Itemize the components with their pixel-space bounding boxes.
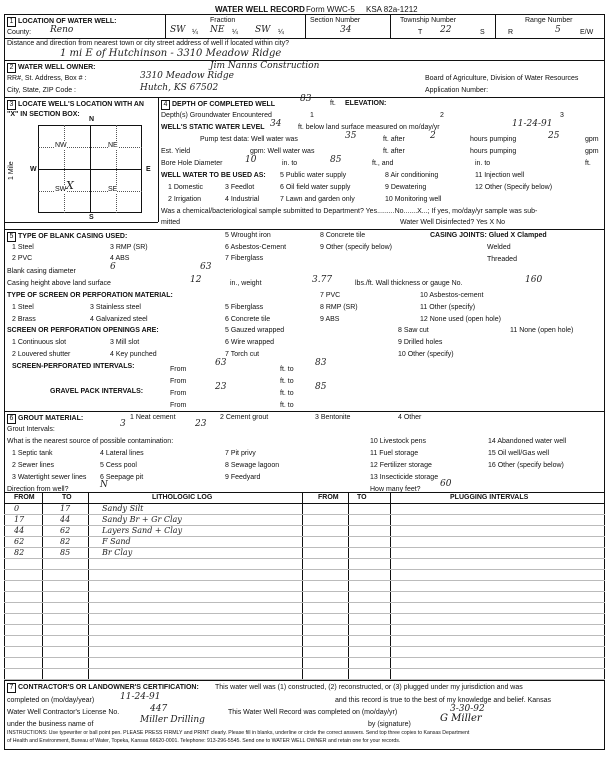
in-to-text: in. to xyxy=(475,160,491,167)
section-number: 4 xyxy=(161,100,170,110)
from-label: From xyxy=(170,378,187,385)
depth-value[interactable]: 83 xyxy=(300,94,312,104)
diameter-value[interactable]: 6 xyxy=(110,262,116,272)
gpi-from[interactable]: 23 xyxy=(215,382,227,392)
section-number: 1 xyxy=(7,17,16,27)
fraction-c[interactable]: SW xyxy=(255,25,271,35)
screen-abs[interactable]: 9 ABS xyxy=(320,316,340,323)
application-label: Application Number: xyxy=(425,87,489,94)
east-label: E xyxy=(146,166,151,173)
south-label: S xyxy=(89,214,94,221)
bore-label: Bore Hole Diameter xyxy=(161,160,223,167)
opening-gauzed[interactable]: 5 Gauzed wrapped xyxy=(225,327,285,334)
bore-in-text: in. to xyxy=(282,160,298,167)
opening-none[interactable]: 11 None (open hole) xyxy=(510,327,574,334)
pump-hours-value[interactable]: 2 xyxy=(430,131,436,141)
log-from-cell[interactable]: 44 xyxy=(14,526,25,535)
fraction-a[interactable]: SW xyxy=(170,25,186,35)
business-label: under the business name of xyxy=(7,721,94,728)
contam-pit[interactable]: 7 Pit privy xyxy=(225,450,256,457)
static-level-value[interactable]: 34 xyxy=(270,119,282,129)
contam-feedyard[interactable]: 9 Feedyard xyxy=(225,474,261,481)
hours-pumping-text: hours pumping xyxy=(470,136,517,143)
log-description-cell[interactable]: F Sand xyxy=(102,537,131,546)
section-label: TYPE OF BLANK CASING USED: xyxy=(18,233,128,240)
log-to-header: TO xyxy=(62,494,72,501)
plug-header: PLUGGING INTERVALS xyxy=(450,494,529,501)
city-label: City, State, ZIP Code : xyxy=(7,87,76,94)
township-s: S xyxy=(480,29,485,36)
township-t: T xyxy=(418,29,423,36)
pump-ft-value[interactable]: 35 xyxy=(345,131,357,141)
cert-text-1: This water well was (1) constructed, (2) reconstructed, or (3) plugged under my jurisdiction and was xyxy=(215,684,523,691)
casing-fiberglass[interactable]: 7 Fiberglass xyxy=(225,255,264,262)
hours-pumping-text: hours pumping xyxy=(470,148,517,155)
plug-to-header: TO xyxy=(357,494,367,501)
screen-pvc[interactable]: 7 PVC xyxy=(320,292,341,299)
license-value[interactable]: 447 xyxy=(150,704,168,714)
chem-question-2: mitted xyxy=(161,219,181,226)
to-label: ft. to xyxy=(280,402,294,409)
township-value[interactable]: 22 xyxy=(440,25,452,35)
address-value[interactable]: 3310 Meadow Ridge xyxy=(140,71,234,81)
se-label: SE xyxy=(108,186,118,193)
gw-1: 1 xyxy=(310,112,314,119)
opening-drilled[interactable]: 9 Drilled holes xyxy=(398,339,443,346)
contam-lateral[interactable]: 4 Lateral lines xyxy=(100,450,144,457)
direction-value[interactable]: N xyxy=(100,480,108,490)
cert-text-2: and this record is true to the best of my knowledge and belief. Kansas xyxy=(335,697,551,704)
casing-abs[interactable]: 4 ABS xyxy=(110,255,130,262)
contam-oilwell[interactable]: 15 Oil well/Gas well xyxy=(488,450,550,457)
spi-label: SCREEN-PERFORATED INTERVALS: xyxy=(12,363,135,370)
log-to-cell[interactable]: 62 xyxy=(60,526,71,535)
section-label: CONTRACTOR'S OR LANDOWNER'S CERTIFICATION: xyxy=(18,684,199,691)
gw-2: 2 xyxy=(440,112,444,119)
casing-wrought[interactable]: 5 Wrought iron xyxy=(225,232,271,239)
weight-value[interactable]: 3.77 xyxy=(312,275,333,285)
contam-insecticide[interactable]: 13 Insecticide storage xyxy=(370,474,439,481)
disinfected-question: Water Well Disinfected? Yes X No xyxy=(400,219,506,226)
county-label: County: xyxy=(7,29,32,36)
howmany-value[interactable]: 60 xyxy=(440,479,452,489)
use-label: WELL WATER TO BE USED AS: xyxy=(161,172,266,179)
section-number: 2 xyxy=(7,63,16,73)
lbs-text: lbs./ft. Wall thickness or gauge No. xyxy=(355,280,463,287)
grout-neat[interactable]: 1 Neat cement xyxy=(130,414,176,421)
from-label: From xyxy=(170,366,187,373)
opening-key[interactable]: 4 Key punched xyxy=(110,351,157,358)
nw-label: NW xyxy=(55,142,67,149)
screen-galvanized[interactable]: 4 Galvanized steel xyxy=(90,316,148,323)
screen-steel[interactable]: 1 Steel xyxy=(12,304,34,311)
howmany-label: How many feet? xyxy=(370,486,421,493)
contam-other[interactable]: 16 Other (specify below) xyxy=(488,462,564,469)
section-label: LOCATE WELL'S LOCATION WITH AN "X" IN SECTION BOX: xyxy=(7,101,144,118)
to-label: ft. to xyxy=(280,366,294,373)
log-description-cell[interactable]: Sandy Br + Gr Clay xyxy=(102,515,182,524)
to-label: ft. to xyxy=(280,378,294,385)
log-from-cell[interactable]: 0 xyxy=(14,504,20,513)
litho-header: LITHOLOGIC LOG xyxy=(152,494,213,501)
instructions-2: of Health and Environment, Bureau of Water, Topeka, Kansas 66620-0001. Telephone: 913-296-5545. Send one to WATER WELL OWNER and retain one for your records. xyxy=(7,738,401,744)
board-text: Board of Agriculture, Division of Water Resources xyxy=(425,75,579,82)
form-title: WATER WELL RECORD xyxy=(215,5,305,14)
gauge-value[interactable]: 160 xyxy=(525,275,543,285)
from-label: From xyxy=(170,390,187,397)
gpm-unit: gpm xyxy=(585,136,599,143)
use-dewatering[interactable]: 9 Dewatering xyxy=(385,184,427,191)
grout-bentonite[interactable]: 3 Bentonite xyxy=(315,414,351,421)
threaded-label: Threaded xyxy=(487,256,517,263)
quarter-mark: ¼ xyxy=(278,29,284,36)
log-description-cell[interactable]: Layers Sand + Clay xyxy=(102,526,183,535)
grout-to[interactable]: 23 xyxy=(195,419,207,429)
bore-value[interactable]: 10 xyxy=(245,155,257,165)
plug-from-header: FROM xyxy=(318,494,339,501)
screen-none[interactable]: 12 None used (open hole) xyxy=(420,316,501,323)
range-r: R xyxy=(508,29,514,36)
after-text: ft. after xyxy=(383,148,405,155)
contam-fertilizer[interactable]: 12 Fertilizer storage xyxy=(370,462,432,469)
groundwater-label: Depth(s) Groundwater Encountered xyxy=(161,112,272,119)
height-label: Casing height above land surface xyxy=(7,280,111,287)
distance-label: Distance and direction from nearest town or city street address of well if located within city? xyxy=(7,40,290,47)
height-value[interactable]: 12 xyxy=(190,275,202,285)
yield-gpm-text: gpm: Well water was xyxy=(250,148,315,155)
to-label: ft. to xyxy=(280,390,294,397)
gpi-label: GRAVEL PACK INTERVALS: xyxy=(50,388,144,395)
gpm-unit: gpm xyxy=(585,148,599,155)
bore-and-text: ft., and xyxy=(372,160,394,167)
address-label: RR#, St. Address, Box # : xyxy=(7,75,87,82)
grout-from[interactable]: 3 xyxy=(120,419,126,429)
township-label: Township Number xyxy=(400,17,457,24)
diameter-label: Blank casing diameter xyxy=(7,268,76,275)
signature: G Miller xyxy=(440,713,482,724)
contam-sewer[interactable]: 2 Sewer lines xyxy=(12,462,55,469)
static-level-label: WELL'S STATIC WATER LEVEL xyxy=(161,124,265,131)
use-domestic[interactable]: 1 Domestic xyxy=(168,184,204,191)
bore-to-value[interactable]: 85 xyxy=(330,155,342,165)
grout-label: GROUT MATERIAL: xyxy=(18,415,84,422)
screen-fiberglass[interactable]: 5 Fiberglass xyxy=(225,304,264,311)
screen-concrete[interactable]: 6 Concrete tile xyxy=(225,316,271,323)
mile-label: 1 Mile xyxy=(8,161,15,180)
direction-label: Direction from well? xyxy=(7,486,69,493)
section-number: 3 xyxy=(7,100,16,110)
form-number: Form WWC-5 xyxy=(306,5,355,14)
log-description-cell[interactable]: Sandy Silt xyxy=(102,504,144,513)
opening-wire[interactable]: 6 Wire wrapped xyxy=(225,339,275,346)
log-from-cell[interactable]: 82 xyxy=(14,548,25,557)
section-number: 7 xyxy=(7,683,16,693)
fraction-label: Fraction xyxy=(210,17,236,24)
casing-rmp[interactable]: 3 RMP (SR) xyxy=(110,244,148,251)
grout-cement[interactable]: 2 Cement grout xyxy=(220,414,269,421)
fraction-b[interactable]: NE xyxy=(210,25,225,35)
use-monitoring[interactable]: 10 Monitoring well xyxy=(385,196,442,203)
license-label: Water Well Contractor's License No. xyxy=(7,709,120,716)
section-label: LOCATION OF WATER WELL: xyxy=(18,18,117,25)
contam-cess[interactable]: 5 Cess pool xyxy=(100,462,137,469)
west-label: W xyxy=(30,166,37,173)
use-lawn[interactable]: 7 Lawn and garden only xyxy=(280,196,355,203)
county-value[interactable]: Reno xyxy=(50,25,74,35)
opening-saw[interactable]: 8 Saw cut xyxy=(398,327,429,334)
after-text: ft. after xyxy=(383,136,405,143)
record-label: This Water Well Record was completed on (mo/day/yr) xyxy=(228,709,398,716)
instructions-1: INSTRUCTIONS: Use typewriter or ball point pen. PLEASE PRESS FIRMLY and PRINT clearly. Please fill in blanks, underline or circle the correct answers. Send top three copies to Kansas Department xyxy=(7,730,470,736)
log-description-cell[interactable]: Br Clay xyxy=(102,548,133,557)
opening-louvered[interactable]: 2 Louvered shutter xyxy=(12,351,71,358)
section-number-label: Section Number xyxy=(310,17,361,24)
quarter-mark: ¼ xyxy=(192,29,198,36)
opening-mill[interactable]: 3 Mill slot xyxy=(110,339,140,346)
range-label: Range Number xyxy=(525,17,573,24)
log-to-cell[interactable]: 82 xyxy=(60,537,71,546)
from-label: From xyxy=(170,402,187,409)
distance-value[interactable]: 1 mi E of Hutchinson - 3310 Meadow Ridge xyxy=(60,48,282,59)
casing-pvc[interactable]: 2 PVC xyxy=(12,255,33,262)
casing-other[interactable]: 9 Other (specify below) xyxy=(320,244,392,251)
signature-label: by (signature) xyxy=(368,721,411,728)
contam-label: What is the nearest source of possible contamination: xyxy=(7,438,174,445)
log-from-header: FROM xyxy=(14,494,35,501)
spi-from[interactable]: 63 xyxy=(215,358,227,368)
opening-torch[interactable]: 7 Torch cut xyxy=(225,351,260,358)
static-date[interactable]: 11-24-91 xyxy=(512,119,553,129)
gpi-to[interactable]: 85 xyxy=(315,382,327,392)
log-from-cell[interactable]: 62 xyxy=(14,537,25,546)
casing-asbestos[interactable]: 6 Asbestos-Cement xyxy=(225,244,287,251)
openings-label: SCREEN OR PERFORATION OPENINGS ARE: xyxy=(7,327,159,334)
completed-label: completed on (mo/day/year) xyxy=(7,697,95,704)
log-to-cell[interactable]: 44 xyxy=(60,515,71,524)
contam-fuel[interactable]: 11 Fuel storage xyxy=(370,450,419,457)
city-value[interactable]: Hutch, KS 67502 xyxy=(140,83,219,93)
pump-test-label: Pump test data: Well water was xyxy=(200,136,298,143)
grout-other[interactable]: 4 Other xyxy=(398,414,422,421)
north-label: N xyxy=(89,116,95,123)
ft-unit: ft. xyxy=(585,160,591,167)
completed-value[interactable]: 11-24-91 xyxy=(120,692,161,702)
use-oilfield[interactable]: 6 Oil field water supply xyxy=(280,184,351,191)
contam-abandoned[interactable]: 14 Abandoned water well xyxy=(488,438,567,445)
use-industrial[interactable]: 4 Industrial xyxy=(225,196,260,203)
quarter-mark: ¼ xyxy=(232,29,238,36)
ft-unit: ft. xyxy=(330,100,336,107)
owner-value[interactable]: Jim Nanns Construction xyxy=(210,61,320,71)
contam-livestock[interactable]: 10 Livestock pens xyxy=(370,438,427,445)
casing-concrete[interactable]: 8 Concrete tile xyxy=(320,232,366,239)
contam-septic[interactable]: 1 Septic tank xyxy=(12,450,53,457)
log-to-cell[interactable]: 85 xyxy=(60,548,71,557)
section-label: WATER WELL OWNER: xyxy=(18,64,96,71)
grout-intervals-label: Grout Intervals: xyxy=(7,426,55,433)
chem-question: Was a chemical/bacteriological sample submitted to Department? Yes.........No.......X...; If yes, mo/day/yr sample was sub- xyxy=(161,208,538,215)
range-ew: E/W xyxy=(580,29,594,36)
sw-label: SW xyxy=(55,186,67,193)
log-from-cell[interactable]: 17 xyxy=(14,515,25,524)
height-text: in., weight xyxy=(230,280,262,287)
opening-continuous[interactable]: 1 Continuous slot xyxy=(12,339,67,346)
spi-to[interactable]: 83 xyxy=(315,358,327,368)
welded-label: Welded xyxy=(487,244,511,251)
elevation-label: ELEVATION: xyxy=(345,100,387,107)
yield-label: Est. Yield xyxy=(161,148,191,155)
section-number-value[interactable]: 34 xyxy=(340,25,352,35)
diameter-to[interactable]: 63 xyxy=(200,262,212,272)
screen-asbestos[interactable]: 10 Asbestos-cement xyxy=(420,292,484,299)
contam-lagoon[interactable]: 8 Sewage lagoon xyxy=(225,462,280,469)
ne-label: NE xyxy=(108,142,118,149)
screen-rmp[interactable]: 8 RMP (SR) xyxy=(320,304,358,311)
screen-label: TYPE OF SCREEN OR PERFORATION MATERIAL: xyxy=(7,292,173,299)
use-irrigation[interactable]: 2 Irrigation xyxy=(168,196,202,203)
use-public[interactable]: 5 Public water supply xyxy=(280,172,347,179)
section-number: 6 xyxy=(7,414,16,424)
well-x-mark: X xyxy=(66,179,74,192)
contam-watertight[interactable]: 3 Watertight sewer lines xyxy=(12,474,87,481)
use-other[interactable]: 12 Other (Specify below) xyxy=(475,184,553,191)
range-value[interactable]: 5 xyxy=(555,25,561,35)
screen-other[interactable]: 11 Other (specify) xyxy=(420,304,476,311)
screen-stainless[interactable]: 3 Stainless steel xyxy=(90,304,141,311)
business-value[interactable]: Miller Drilling xyxy=(140,715,205,725)
screen-brass[interactable]: 2 Brass xyxy=(12,316,36,323)
use-air[interactable]: 8 Air conditioning xyxy=(385,172,439,179)
section-number: 5 xyxy=(7,232,16,242)
opening-other[interactable]: 10 Other (specify) xyxy=(398,351,454,358)
casing-steel[interactable]: 1 Steel xyxy=(12,244,34,251)
static-level-text: ft. below land surface measured on mo/day/yr xyxy=(298,124,440,131)
record-date[interactable]: 3-30-92 xyxy=(450,704,485,714)
ksa-number: KSA 82a-1212 xyxy=(366,5,418,14)
use-feedlot[interactable]: 3 Feedlot xyxy=(225,184,255,191)
log-to-cell[interactable]: 17 xyxy=(60,504,71,513)
pump-gpm-value[interactable]: 25 xyxy=(548,131,560,141)
casing-joints[interactable]: CASING JOINTS: Glued X Clamped xyxy=(430,232,547,239)
gw-3: 3 xyxy=(560,112,564,119)
depth-label: DEPTH OF COMPLETED WELL xyxy=(172,101,276,108)
contam-seepage[interactable]: 6 Seepage pit xyxy=(100,474,144,481)
use-injection[interactable]: 11 Injection well xyxy=(475,172,525,179)
